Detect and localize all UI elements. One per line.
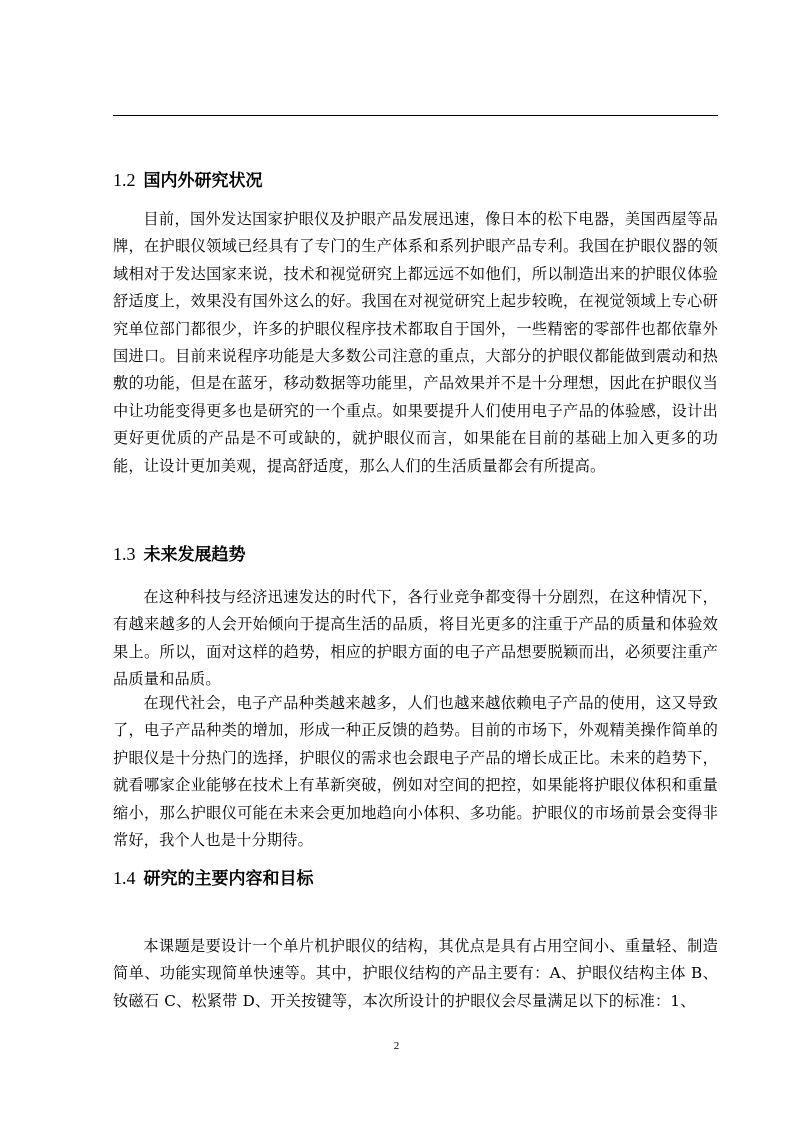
section-number: 1.2 bbox=[113, 170, 136, 190]
paragraph-trend-2: 在现代社会，电子产品种类越来越多，人们也越来越依赖电子产品的使用，这又导致了，电子产品种类的增加，形成一种正反馈的趋势。目前的市场下，外观精美操作简单的护眼仪是十分热门的选择，护眼仪的需求也会跟电子产品的增长成正比。未来的趋势下，就看哪家企业能够在技术上有革新突破，例如对空间的把控，如果能将护眼仪体积和重量缩小，那么护眼仪可能在未来会更加地趋向小体积、多功能。护眼仪的市场前景会变得非常好，我个人也是十分期待。 bbox=[113, 694, 718, 850]
page-number: 2 bbox=[393, 1040, 400, 1052]
header-rule bbox=[113, 115, 718, 116]
section-title: 研究的主要内容和目标 bbox=[143, 869, 314, 889]
section-number: 1.4 bbox=[113, 868, 136, 888]
paragraph-trend-1: 在这种科技与经济迅速发达的时代下，各行业竞争都变得十分剧烈，在这种情况下，有越来越多的人会开始倾向于提高生活的品质，将目光更多的注重于产品的质量和体验效果上。所以，面对这样的趋势，相应的护眼方面的电子产品想要脱颖而出，必须要注重产品质量和品质。 bbox=[113, 588, 718, 689]
section-heading-1-2 bbox=[113, 168, 263, 193]
section-heading-1-3 bbox=[113, 542, 246, 567]
section-title: 国内外研究状况 bbox=[143, 171, 263, 191]
section-heading-1-4 bbox=[113, 866, 314, 891]
section-title: 未来发展趋势 bbox=[143, 545, 246, 565]
paragraph-research-status: 目前，国外发达国家护眼仪及护眼产品发展迅速，像日本的松下电器，美国西屋等品牌，在护眼仪领域已经具有了专门的生产体系和系列护眼产品专利。我国在护眼仪器的领域相对于发达国家来说，技术和视觉研究上都远远不如他们，所以制造出来的护眼仪体验舒适度上，效果没有国外这么的好。我国在对视觉研究上起步较晚，在视觉领域上专心研究单位部门都很少，许多的护眼仪程序技术都取自于国外，一些精密的零部件也都依靠外国进口。目前来说程序功能是大多数公司注意的重点，大部分的护眼仪都能做到震动和热敷的功能，但是在蓝牙，移动数据等功能里，产品效果并不是十分理想，因此在护眼仪当中让功能变得更多也是研究的一个重点。如果要提升人们使用电子产品的体验感，设计出更好更优质的产品是不可或缺的，就护眼仪而言，如果能在目前的基础上加入更多的功能，让设计更加美观，提高舒适度，那么人们的生活质量都会有所提高。 bbox=[113, 210, 718, 475]
paragraph-content-goals: 本课题是要设计一个单片机护眼仪的结构，其优点是具有占用空间小、重量轻、制造简单、功能实现简单快速等。其中，护眼仪结构的产品主要有：A、护眼仪结构主体 B、钕磁石 C、松紧带 D、开关按键等，本次所设计的护眼仪会尽量满足以下的标准：1、 bbox=[113, 937, 718, 1010]
section-number: 1.3 bbox=[113, 544, 136, 564]
